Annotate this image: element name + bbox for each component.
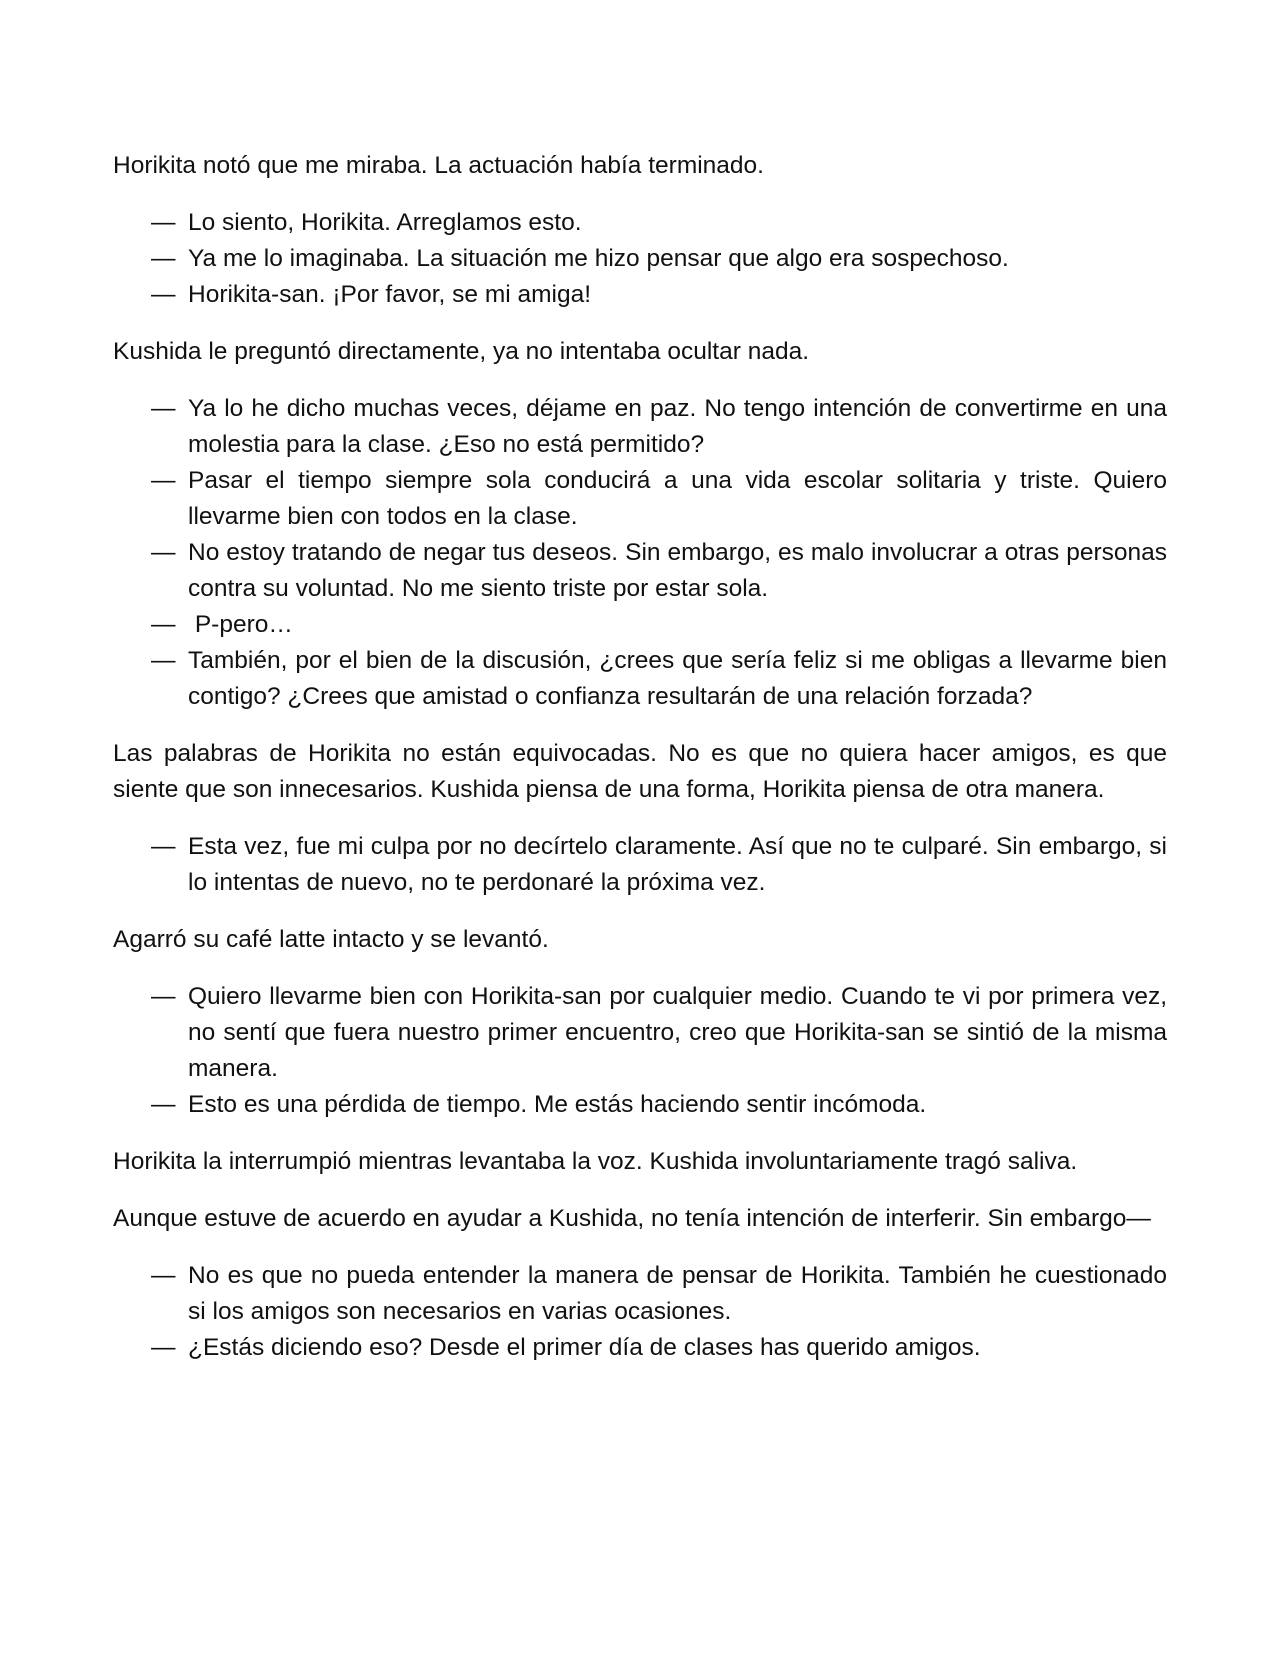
narration-paragraph: Agarró su café latte intacto y se levantó. — [113, 926, 549, 953]
dialogue-line — [151, 979, 1174, 1087]
dialogue-line — [151, 1258, 1174, 1330]
em-dash: — — [151, 539, 176, 566]
em-dash: — — [151, 395, 176, 422]
em-dash: — — [151, 833, 176, 860]
dialogue-text: También, por el bien de la discusión, ¿crees que sería feliz si me obligas a llevarme bien contigo? ¿Crees que amistad o confianza resultarán de una relación forzada? — [188, 647, 1174, 710]
narration-paragraph: Kushida le preguntó directamente, ya no intentaba ocultar nada. — [113, 338, 810, 365]
dialogue-line — [151, 643, 1174, 715]
dialogue-block — [113, 979, 1174, 1123]
em-dash: — — [151, 611, 176, 638]
em-dash: — — [151, 1262, 176, 1289]
dialogue-block — [113, 205, 1167, 313]
dialogue-text: ¿Estás diciendo eso? Desde el primer día de clases has querido amigos. — [188, 1334, 981, 1361]
dialogue-line — [151, 463, 1174, 535]
dialogue-text: Esto es una pérdida de tiempo. Me estás haciendo sentir incómoda. — [188, 1091, 927, 1118]
narration-paragraph: Las palabras de Horikita no están equivocadas. No es que no quiera hacer amigos, es que siente que son innecesarios. Kushida piensa de una forma, Horikita piensa de otra manera. — [113, 740, 1167, 803]
dialogue-text: Ya lo he dicho muchas veces, déjame en paz. No tengo intención de convertirme en una molestia para la clase. ¿Eso no está permitido? — [188, 395, 1174, 458]
dialogue-line — [151, 241, 1167, 277]
dialogue-line — [151, 829, 1174, 901]
dialogue-text: No estoy tratando de negar tus deseos. Sin embargo, es malo involucrar a otras personas contra su voluntad. No me siento triste por estar sola. — [188, 539, 1174, 602]
dialogue-text: Quiero llevarme bien con Horikita-san por cualquier medio. Cuando te vi por primera vez, no sentí que fuera nuestro primer encuentro, creo que Horikita-san se sintió de la misma manera. — [188, 983, 1174, 1082]
dialogue-text: No es que no pueda entender la manera de pensar de Horikita. También he cuestionado si los amigos son necesarios en varias ocasiones. — [188, 1262, 1174, 1325]
em-dash: — — [151, 281, 176, 308]
dialogue-block — [113, 1258, 1174, 1366]
dialogue-text: Horikita-san. ¡Por favor, se mi amiga! — [188, 281, 592, 308]
em-dash: — — [151, 1334, 176, 1361]
dialogue-line — [151, 1087, 1167, 1123]
dialogue-text: P-pero… — [188, 611, 293, 638]
em-dash: — — [151, 1091, 176, 1118]
narration-paragraph: Aunque estuve de acuerdo en ayudar a Kushida, no tenía intención de interferir. Sin embargo— — [113, 1205, 1151, 1232]
dialogue-text: Pasar el tiempo siempre sola conducirá a una vida escolar solitaria y triste. Quiero llevarme bien con todos en la clase. — [188, 467, 1174, 530]
narration-paragraph: Horikita la interrumpió mientras levantaba la voz. Kushida involuntariamente tragó saliva. — [113, 1148, 1078, 1175]
narration-paragraph: Horikita notó que me miraba. La actuación había terminado. — [113, 152, 764, 179]
dialogue-text: Lo siento, Horikita. Arreglamos esto. — [188, 209, 582, 236]
dialogue-line — [151, 1330, 1167, 1366]
dialogue-line — [151, 607, 1167, 643]
dialogue-line — [151, 391, 1174, 463]
dialogue-line — [151, 277, 1167, 313]
em-dash: — — [151, 983, 176, 1010]
dialogue-line — [151, 205, 1167, 241]
em-dash: — — [151, 209, 176, 236]
dialogue-line — [151, 535, 1174, 607]
em-dash: — — [151, 245, 176, 272]
em-dash: — — [151, 467, 176, 494]
document-page — [113, 148, 1174, 1387]
dialogue-text: Ya me lo imaginaba. La situación me hizo pensar que algo era sospechoso. — [188, 245, 1009, 272]
dialogue-block — [113, 391, 1174, 715]
dialogue-block — [113, 829, 1174, 901]
dialogue-text: Esta vez, fue mi culpa por no decírtelo claramente. Así que no te culparé. Sin embargo, si lo intentas de nuevo, no te perdonaré la próxima vez. — [188, 833, 1174, 896]
em-dash: — — [151, 647, 176, 674]
